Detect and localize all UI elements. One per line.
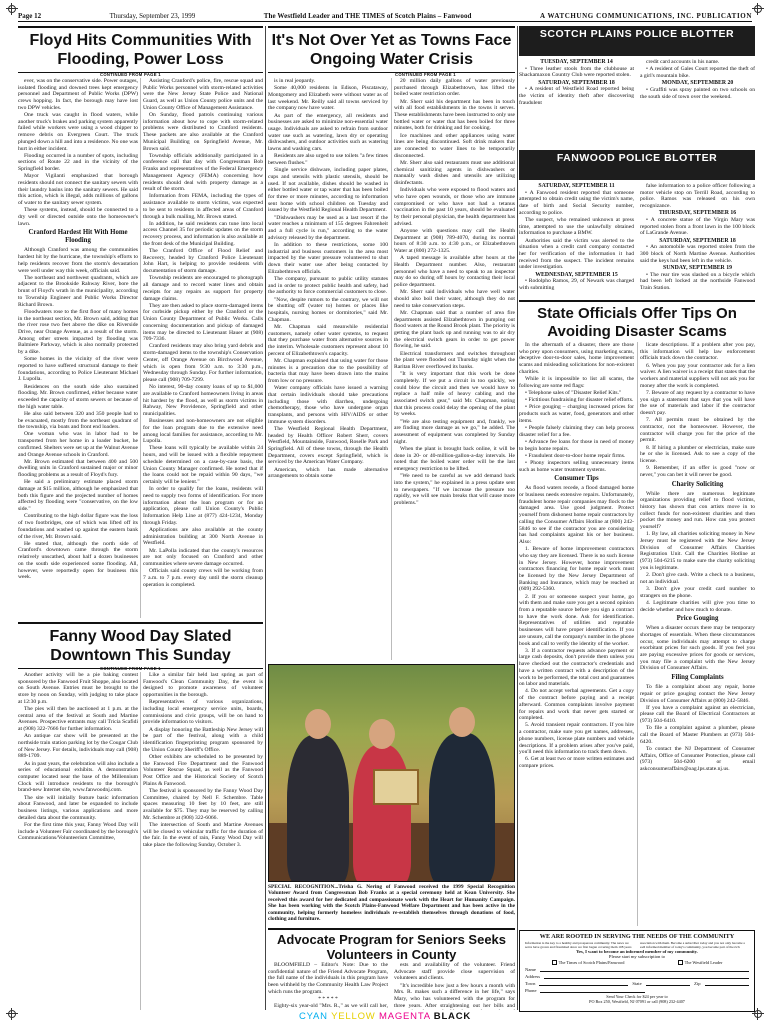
- paragraph: If you have a complaint against an electrician, please call the Board of Electrical Contractors at (973) 504-6410.: [640, 704, 755, 725]
- paragraph: Mayor Vigilanti emphasized that borough residents should not connect the sanitary sewers with their laundry basins into the sanitary sewers. He said this action, which is illegal, adds millions of gallons of water to the sanitary sewer system.: [18, 173, 138, 207]
- column-rule: [517, 26, 518, 1010]
- paragraph: To file a complaint against a plumber, please call the Board of Master Plumbers at (973) 504-6420.: [640, 725, 755, 745]
- paragraph: 6. When you pay your contractor ask for a lien waiver. A lien waiver is a receipt that states that the workers and material suppliers will not ask you for money after the work is completed.: [640, 362, 755, 389]
- blotter-entry: • A Fanwood resident reported that someone attempted to obtain credit using the victim's name, date of birth and Social Security number, according to police.: [519, 189, 634, 216]
- paragraph: "We are also testing equipment and, frankly, we are finding more damage as we go," he added. The assessment of equipment was completed by Sunday night.: [394, 418, 515, 445]
- checkbox-icon[interactable]: [678, 960, 683, 965]
- paragraph: He also said between 320 and 350 people had to be evacuated, mostly from the northeast quadrant of the township, via boats and front end loaders.: [18, 410, 138, 431]
- paragraph: Another activity will be a pie baking contest sponsored by the Fanwood Fruit Shoppe, also located on South Avenue. Entries must be brought to the store by noon on Sunday, with judging to take place at 12:30 p.m.: [18, 672, 138, 705]
- water-headline: It's Not Over Yet as Towns Face Ongoing Water Crisis: [268, 26, 515, 73]
- paragraph: Some homes in the vicinity of the river were reported to have suffered structural damage to their foundations, according to Police Lieutenant Michael J. Lupolla.: [18, 356, 138, 383]
- paragraph: No interest, 90-day county loans of up to $1,000 are available to Cranford homeowners living in areas hit hardest by the flood, as well as storm victims in Rahway, New Providence, Springfield and other municipalities.: [143, 384, 263, 417]
- paragraph: • Phony inspectors selling unnecessary items such as home water treatment systems.: [519, 459, 634, 473]
- paragraph: American, which has made alternative arrangements to obtain some: [268, 466, 388, 480]
- paragraph: 8. If hiring a plumber or electrician, make sure he or she is licensed. Ask to see a copy of the license.: [640, 444, 755, 464]
- scams-column-1: [519, 342, 634, 926]
- coupon-body: [525, 941, 749, 949]
- blotter-entry: • The rear tire was slashed on a bicycle which had been left locked at the northside Fanwood Train Station.: [640, 271, 755, 292]
- paragraph: Mr. Brown estimated that between 400 and 500 dwelling units in Cranford sustained major or minor flooding problems as a result of Floyd's fury.: [18, 458, 138, 479]
- paragraph: • Price gouging – charging increased prices for products such as water, food, generators and other items.: [519, 404, 634, 424]
- publisher-line: A WATCHUNG COMMUNICATIONS, INC. PUBLICATION: [540, 12, 752, 20]
- paragraph: The Westfield Regional Health Department, headed by Health Officer Robert Sherr, covers Westfield, Mountainside, Fanwood, Roselle Park and Springfield. All of these towns, through the Health Department, covers except Springfield, which is serviced by the American Water Company.: [268, 425, 388, 466]
- blotter-entry: • An automobile was reported stolen from the 300 block of North Martine Avenue. Authorities said the keys had been left in the vehicle.: [640, 244, 755, 264]
- scotch-plains-blotter-col-1: [519, 59, 634, 145]
- floyd-col1-part-a: [18, 78, 138, 227]
- color-yellow: YELLOW: [331, 1011, 376, 1022]
- paragraph: 2. If you or someone suspect your home, go with them and make sure you get a second opinion from a reputable source before you sign a contract to have the work done. Ask for identification. Representatives of utilities and reputable businesses will have proper identification. If you are unsure, call the company's number in the phone book and call to verify the identity of the worker.: [519, 593, 634, 647]
- paragraph: 1. By law, all charities soliciting money in New Jersey must be registered with the New Jersey Division of Consumer Affairs Charities Registration Unit. Call the Charities Hotline at (973) 504-6215 to make sure the charity soliciting you is legitimate.: [640, 531, 755, 571]
- paragraph: In addition to these restrictions, some 100 industrial and business customers in the area most impacted by the water pressure volunteered to shut down their water use after being contacted by Elizabethtown officials.: [268, 241, 388, 275]
- paragraph: When the plant is brought back online, it will be done in 20- or 40-million-gallon-a-day intervals. He noted that the boiled water order will be the last emergency restriction to be lifted.: [394, 445, 515, 473]
- paragraph: Township officials additionally participated in a conference call that day with Congressman Bob Franks and representatives of the Federal Emergency Management Agency (FEMA) concerning how residents should deal with property damage as a result of the storm.: [143, 152, 263, 193]
- coupon-cta: Yes, I want to become an informed member of my community.: [576, 949, 698, 954]
- blotter-date: MONDAY, SEPTEMBER 20: [661, 80, 734, 87]
- paragraph: is in real jeopardy.: [274, 78, 316, 84]
- scotch-plains-blotter-banner: [519, 26, 755, 56]
- paragraph: These loans will typically be available within 24 hours, and will be issued with a flexible repayment schedule determined on a case-by-case basis, the Union County Manager confirmed. He noted that if the loans could not be repaid within 90 days, "we certainly will be lenient.": [143, 445, 263, 485]
- floyd-column-2: [143, 78, 263, 618]
- paragraph: 7. Beware of any request by a contractor to have you sign a statement that says that you will have the use of materials and labor if the contractor doesn't pay.: [640, 389, 755, 417]
- paragraph: 6. Get at least two or more written estimates and compare prices.: [519, 756, 634, 770]
- paragraph: • Fictitious fundraising for disaster relief efforts.: [525, 397, 634, 404]
- paragraph: In addition, he said residents can tune into local access Channel 35 for periodic updates on the storm recovery process, and information is also available at the front desk of the Municipal Building.: [143, 220, 263, 247]
- blotter-entry: • Three leather stools from the clubhouse at Shackamaxon Country Club were reported stolen.: [519, 65, 634, 79]
- paragraph: Water company officials have issued a warning that certain individuals should take precautions including those with diarrhea, undergoing chemotherapy, those who have undergone organ transplants, and persons with HIV/AIDS or other immune system disorders.: [268, 385, 388, 425]
- paragraph: The intersection of South and Martine Avenues will be closed to vehicular traffic for the duration of the fair. In the event of rain, Fanny Wood Day will take place the following Sunday, October 3.: [143, 821, 263, 849]
- coupon-body-left: Information is the key to a healthy and prosperous community. The news we serve have grown and flourished since we first began covering them 108 years: [525, 941, 632, 949]
- color-magenta: MAGENTA: [378, 1011, 431, 1022]
- paragraph: Single service dishware, including paper plates, cups and utensils with plastic utensils, should be used. If not available, dishes should be washed in either bottled water or tap water that has been boiled for three or more minutes, according to information sent home with school children on Tuesday and issued by the Westfield Regional Health Department.: [268, 167, 388, 214]
- paragraph: Eighty-six year-old "Mrs. R.," as we will call her,: [274, 1003, 388, 1010]
- scotch-plains-blotter-col-2: [640, 59, 755, 145]
- paragraph: "It's incredible how just a few hours a month with Mrs. R. makes such a difference in her life," says Mary, who has volunteered with the program for three years. After straightening out her bills and: [394, 982, 515, 1009]
- scams-column-2: [640, 342, 755, 926]
- fanwood-day-column-2: [143, 672, 263, 1010]
- blotter-entry: false information to a police officer following a motor vehicle stop on Terrill Road, according to police. Ramos was released on his own recognizance.: [640, 183, 755, 210]
- scams-subhead-price-gouging: Price Gouging: [676, 615, 719, 623]
- name-field[interactable]: [540, 968, 749, 972]
- paragraph: Information from FEMA, including the types of assistance available to storm victims, was expected to be sent to residents in affected areas of Cranford through a bulk mailing, Mr. Brown stated.: [143, 193, 263, 220]
- paragraph: As flood waters recede, a flood damaged home or business needs extensive repairs. Unfortunately, fraudulent home repair companies may flock to the damaged area. Use good judgment. Protect yourself from dishonest home repair contractors by calling the Consumer Affairs Hotline at (800) 242-5846 to see if the contractor you are considering has had complaints against his or her business. Also:: [519, 485, 634, 545]
- paragraph: Officials said county crews will be working from 7 a.m. to 7 p.m. every day until the storm cleanup operation is completed.: [143, 568, 263, 588]
- blotter-entry: • A concrete statue of the Virgin Mary was reported stolen from a front lawn in the 100 block of LaGrande Avenue.: [640, 217, 755, 237]
- floyd-col1-part-b: [18, 247, 138, 580]
- blotter-entry: credit card accounts in his name.: [646, 59, 720, 65]
- paragraph: Mr. Chapman explained that using water for those minutes is a precaution due to the possibility of bacteria that may have been drawn into the mains from low or no pressure.: [268, 357, 388, 384]
- column-rule: [140, 672, 141, 1010]
- paragraph: • People falsely claiming they can help process disaster relief for a fee.: [519, 424, 634, 438]
- paragraph: Individuals who were exposed to flood waters and who have open wounds, or those who are immune compromised or who have not had a tetanus vaccination in the past 10 years, should be evaluated by their personal physician, the health department has advised.: [394, 187, 515, 227]
- paragraph: Representatives of various organizations, including local emergency service units, boards, commissions and civic groups, will be on hand to provide information to visitors.: [143, 699, 263, 726]
- phone-label: Phone: [525, 988, 537, 993]
- paragraph: 3. Don't give your credit card number to strangers on the phone.: [640, 585, 755, 599]
- paragraph: "It is very important that this work be done completely. If we put a circuit in too quickly, we could blow the circuit and then we would have to replace a half mile of heavy cabling and the associated switch gear," said Mr. Chapman, noting that this process could delay the opening of the plant by weeks.: [394, 371, 515, 418]
- paragraph: The festival is sponsored by the Fanny Wood Day Committee, chaired by Nell F. Schembre. Table spaces measuring 10 feet by 10 feet, are still available for $75. They may be reserved by calling Mr. Schembre at (908) 322-6066.: [143, 787, 263, 821]
- recognition-photo: [268, 664, 515, 882]
- paragraph: Mr. Sherr said his department has been in touch with all food establishments in the towns it serves. These establishments have been instructed to only use bottled water or water that has been boiled for three minutes, both for drinking and for cooking.: [394, 98, 515, 132]
- paragraph: They are then asked to place storm-damaged items for curbside pickup either by the Cranford or the Union County Department of Public Works. Calls concerning documentation and pickup of damaged items may be directed to Lieutenant Hauer at (908) 709-7336.: [143, 302, 263, 343]
- paragraph: Mr. Sherr also said restaurants must use additional chemical sanitizing agents in dishwashers or manually wash dishes and utensils are utilizing disinfectants.: [394, 159, 515, 187]
- paragraph: Mr. LaPolla indicated that the county's resources are not only focused on Cranford and other communities where severe damage occurred.: [143, 547, 263, 567]
- paragraph: Other exhibits are scheduled to be presented by the Fanwood Fire Department and the Fanwood Volunteer Rescue Squad, as well as the Fanwood Post Office and the Historical Society of Scotch Plains & Fanwood.: [143, 753, 263, 787]
- paragraph: The site will initially feature basic information about Fanwood, and later be expanded to include business listings, various applications and more detailed data about the community.: [18, 794, 138, 821]
- paragraph: In order to qualify for the loans, residents will need to supply two forms of identification. For more information about the loan program or for an application, please call Union County's Public Information Help Line at (877) 424-1234, Monday through Friday.: [143, 486, 263, 526]
- blotter-date: TUESDAY, SEPTEMBER 14: [540, 59, 613, 65]
- color-cyan: CYAN: [298, 1011, 328, 1022]
- paragraph: 9. Remember, if an offer is good "now or never," you can bet it will never be good.: [640, 465, 755, 478]
- paragraph: Contributing to the high dollar figure was the loss of two footbridges, one of which was lifted off its foundations and washed up against the eastern bank of the river, Mr. Brown said.: [18, 513, 138, 540]
- color-black: BLACK: [433, 1011, 472, 1022]
- zip-label: Zip: [694, 981, 701, 986]
- scams-subhead-consumer-tips: Consumer Tips: [554, 475, 599, 483]
- floyd-subhead: Cranford Hardest Hit With Home Flooding: [28, 229, 128, 245]
- name-label: Name: [525, 967, 536, 972]
- paragraph: On Sunday, flood patrols continuing various information about how to cope with storm-related problems were distributed to Cranford residents. These packets are also available at the Cranford Municipal Building on Springfield Avenue, Mr. Brown said.: [143, 112, 263, 152]
- state-field[interactable]: [646, 982, 691, 986]
- scams-subhead-charity: Charity Soliciting: [671, 480, 724, 488]
- scams-headline: State Officials Offer Tips On Avoiding Disaster Scams: [519, 300, 755, 341]
- photo-caption: SPECIAL RECOGNITION...Trisha G. Nering of Fanwood received the 1999 Special Recognition Volunteer Award from Congressman Bob Franks at a special ceremony held at Kean University. She received this award for her dedicated and compassionate work with the Heart for Humanity Campaign. She has been working with the Scotch Plains-Fanwood Welfare Department and has been active in the community, helping formerly homeless individuals re-establish themselves through donations of food, clothing and furniture.: [268, 884, 515, 923]
- photo-person-center: [353, 745, 411, 882]
- column-rule: [265, 26, 266, 1010]
- blotter-date: SATURDAY, SEPTEMBER 18: [659, 237, 736, 244]
- paragraph: As part of the emergency, all residents and businesses are asked to minimize non-essential water usage. Individuals are asked to refrain from outdoor water use such as watering, lawn dry or operating dishwashers, and outdoor activities such as watering lawns and washing cars.: [268, 112, 388, 153]
- blotter-date: WEDNESDAY, SEPTEMBER 15: [535, 271, 618, 278]
- paragraph: "Dishwashers may be used as a last resort if the water reaches a minimum of 155 degrees Fahrenheit and a full cycle is run," according to the water advisory released by the department.: [268, 214, 388, 241]
- zip-field[interactable]: [705, 982, 750, 986]
- paragraph: Residents are also urged to use toilets "a few times between flushes.": [268, 153, 388, 166]
- blotter-date: SATURDAY, SEPTEMBER 11: [538, 183, 615, 189]
- paragraph: 2. Don't give cash. Write a check to a business, not an individual.: [640, 572, 755, 585]
- paragraph: When a disaster occurs there may be temporary shortages of essentials. When these circumstances occur, some individuals may attempt to charge exorbitant prices for such goods. If you feel you are paying excessive prices for goods or services, you may file a complaint with the New Jersey Division of Consumer Affairs.: [640, 625, 755, 672]
- paragraph: To file a complaint about any repair, home repair or price gouging contact the New Jersey Division of Consumer Affairs at (800) 242-5846.: [640, 684, 755, 704]
- paragraph: 20 million daily gallons of water previously purchased through Elizabethtown, has lifted the boiled water restriction order.: [394, 78, 515, 98]
- paragraph: One woman who was in labor had to be transported from her home in a loader bucket, he confirmed. Shelters were set up at the Walnut Avenue and Orange Avenue schools in Cranford.: [18, 431, 138, 458]
- paragraph: ever, was on the conservative side. Power outages, isolated flooding and downed trees kept emergency personnel and Department of Public Works (DPW) crews hopping. In fact, the borough may have lost two DPW vehicles.: [18, 78, 138, 111]
- coupon-town-row: [525, 981, 749, 987]
- option-times-label: The Times of Scotch Plains/Fanwood: [558, 960, 625, 965]
- paragraph: 4. Do not accept verbal agreements. Get a copy of the contract before paying and a receipt afterward. Common complaints involve payment for repairs and work that never gets started or completed.: [519, 688, 634, 722]
- option-leader-label: The Westfield Leader: [684, 960, 723, 965]
- fanwood-day-column-1: [18, 672, 138, 1010]
- floyd-column-1: [18, 78, 138, 618]
- column-rule: [140, 78, 141, 618]
- address-field[interactable]: [544, 975, 749, 979]
- paragraph: Flooding occurred in a number of spots, including sections of Route 22 and in the vicinity of the Springfield border.: [18, 152, 138, 173]
- town-field[interactable]: [539, 982, 628, 986]
- coupon-address-row: [525, 974, 749, 980]
- blotter-entry: • Graffiti was spray painted on two schools on the south side of town over the weekend.: [640, 86, 755, 100]
- coupon-name-row: [525, 967, 749, 973]
- column-rule: [391, 78, 392, 660]
- paragraph: Anyone with questions may call the Health Department at (908) 789-4070, during its normal hours of 8:30 a.m. to 4:30 p.m., or Elizabethtown Water at (800) 272-1325.: [394, 227, 515, 255]
- paragraph: ests and availability of the volunteer. Friend Advocate staff provide close supervision of volunteers and clients.: [394, 962, 515, 982]
- award-plaque: [373, 769, 419, 805]
- paragraph: One truck was caught in flood waters, while another truck's brakes and parking system apparently failed while workers were using a wood chipper to remove debris on Evergreen Court. The truck plunged down a hill and into a residence. No one was hurt in either incident.: [18, 112, 138, 152]
- masthead-rule: [18, 21, 752, 22]
- paragraph: "We need to be careful as we add demand back into the system," he explained in a press update sent to newspapers. "If we increase the pressure too rapidly, we will see main breaks that will cause more problems.": [394, 473, 515, 507]
- paragraph: He stated that, although the north side of Cranford's downtown came through the storm relatively unscathed, about half a dozen businesses on the south side experienced some flooding. All, however, were reportedly open for business this week.: [18, 540, 138, 581]
- coupon-options: [525, 960, 749, 966]
- paragraph: 5. Avoid transient repair contractors. If you hire a contractor, make sure you get names, addresses, phone numbers, license plate numbers and vehicle descriptions. If a problem arises after you've paid, you'll need this information to track them down.: [519, 722, 634, 756]
- address-label: Address: [525, 974, 541, 979]
- water-column-2: [394, 78, 515, 660]
- blotter-entry: • A resident of Westfield Road reported being the victim of identity theft after discovering fraudulent: [519, 86, 634, 106]
- paragraph: To contact the NJ Department of Consumer Affairs, Office of Consumer Protection, please call (973) 504-6200 or email askconsumeraffairs@oag.lps.state.nj.us.: [640, 745, 755, 773]
- paragraph: Electrical transformers and switches throughout the plant were flooded out Thursday night when the Raritan River overflowed its banks.: [394, 350, 515, 371]
- paragraph: 1. Beware of home improvement contractors who say they are licensed. There is no such license in New Jersey. However, home improvement contractors financing for home repair work must be licensed by the New Jersey Department of Banking and Insurance, which may be reached at (609) 292-5360.: [519, 546, 634, 593]
- paragraph: Mr. Chapman said that a number of area fire departments assisted Elizabethtown in pumping out flood waters at the Round Brook plant. The priority is getting the plant back up and running was to air dry the electrical switch gears in order to get power flowing, he said.: [394, 309, 515, 350]
- paragraph: Some 40,000 residents in Edison, Piscataway, Montgomery and Elizabeth were without water as of last weekend. Mr. Reilly said all towns serviced by the company now have water.: [268, 85, 388, 112]
- paragraph: • Fraudulent door-to-door home repair firms.: [525, 452, 626, 459]
- floyd-continued-label: CONTINUED FROM PAGE 1: [100, 72, 161, 77]
- photo-person-left: [287, 735, 349, 882]
- paragraph: • Telephone sales of "Disaster Relief Kits.": [525, 389, 622, 396]
- paragraph: 7. All permits must be obtained by the contractor, not the homeowner. However, the contractor will charge you for the price of the permit.: [640, 417, 755, 444]
- blotter-entry: • Rodolpho Ramos, 29, of Newark was charged with submitting: [519, 278, 634, 292]
- blotter-date: SUNDAY, SEPTEMBER 19: [663, 264, 732, 271]
- paragraph: The Cranford Office of Flood Relief and Recovery, headed by Cranford Police Lieutenant John Hart, is helping to provide residents with documentation of storm damage.: [143, 248, 263, 275]
- paragraph: Floodwaters rose to the first floor of many homes in the northeast section, Mr. Brown said, adding that the river rose two feet above the dike on Riverside Drive, near Orange Avenue, as a result of the storm. Among other streets impacted by flooding was Balmiere Parkway, which is also normally protected by a dike.: [18, 308, 138, 356]
- coupon-title: WE ARE ROOTED IN SERVING THE NEEDS OF THE COMMUNITY: [539, 933, 735, 940]
- fanwood-day-headline: Fanny Wood Day Slated Downtown This Sunday: [18, 622, 263, 669]
- scams-subhead-filing-complaints: Filing Complaints: [671, 674, 724, 682]
- fanwood-blotter-title: FANWOOD POLICE BLOTTER: [556, 152, 718, 164]
- paragraph: • Advance fee loans for those in need of money to begin home repairs.: [519, 438, 634, 452]
- paragraph: As in past years, the celebration will also include a series of educational exhibits. A demonstration computer located near the base of the Millennium Clock will introduce residents to the borough's brand-new Internet site, www.fanwoodnj.com.: [18, 760, 138, 794]
- option-times[interactable]: [552, 960, 625, 966]
- paragraph: Businesses and non-homeowners are not eligible for the loan program due to the extensive need among local families for assistance, according to Mr. Lupolla.: [143, 418, 263, 445]
- newspaper-names: The Westfield Leader and THE TIMES of Scotch Plains – Fanwood: [263, 12, 472, 20]
- column-rule: [637, 342, 638, 926]
- paragraph: Cranford residents may also bring yard debris and storm-damaged items to the township's Conservation Center, off Orange Avenue on Birchwood Avenue, which is open from 9:30 a.m. to 3:30 p.m., Wednesday through Sunday. For further information, please call (908) 709-7299.: [143, 343, 263, 383]
- fanwood-day-continued-label: CONTINUED FROM PAGE 1: [100, 666, 161, 671]
- advocate-column-2: [394, 962, 515, 1010]
- advocate-column-1: [268, 962, 388, 1010]
- paragraph: While there are numerous legitimate organizations providing relief to flood victims, history has shown that con artists move in to collect funds for non-existent charities and then pocket the money and run. How can you protect yourself?: [640, 490, 755, 531]
- paragraph: An antique car show will be presented at the northside train station parking lot by the Cougar Club of New Jersey. For details, individuals may call (908) 889-1709.: [18, 733, 138, 760]
- paragraph: * * * * *: [318, 996, 338, 1003]
- paragraph: Township residents are encouraged to photograph all damage and to record water lines and obtain receipts for any repairs as support for property damage claims.: [143, 275, 263, 302]
- paragraph: BLOOMFIELD – Editor's Note: Due to the confidential nature of the Friend Advocate Program, the full name of the individuals in this program have been withheld by the Community Health Law Project which runs the program.: [268, 962, 388, 995]
- coupon-body-right: association with them. Become a subscriber today and you not only become a well informed member of today's community, you become part of the rich: [639, 941, 745, 949]
- process-color-bar: [0, 1011, 770, 1022]
- water-continued-label: CONTINUED FROM PAGE 1: [395, 72, 456, 77]
- paragraph: For the first time this year, Fanny Wood Day will include a Volunteer Fair coordinated by the borough's Communications/Volunteerism Committee,: [18, 821, 138, 842]
- option-leader[interactable]: [678, 960, 723, 966]
- masthead: [18, 8, 752, 20]
- water-column-1: [268, 78, 388, 660]
- page-number: Page 12: [18, 12, 42, 20]
- blotter-entry: • A resident of Gales Court reported the theft of a girl's mountain bike.: [640, 66, 755, 79]
- paragraph: While it is impossible to list all scams, the following are some red flags:: [519, 376, 634, 389]
- subscription-coupon: [519, 930, 755, 1012]
- checkbox-icon[interactable]: [552, 960, 557, 965]
- blotter-date: SATURDAY, SEPTEMBER 18: [538, 79, 615, 86]
- registration-mark-top-right: [752, 3, 764, 15]
- coupon-send-instructions: [525, 995, 749, 1005]
- paragraph: 3. If a contractor requests advance payment or large cash deposits, don't provide them unless you have checked out the contractor's credentials and have a written contract with a description of the work to be performed, the total cost and guarantees on labor and materials.: [519, 647, 634, 688]
- blotter-entry: The suspect, who remained unknown at press time, attempted to use the unlawfully obtained information to purchase a BMW.: [519, 217, 634, 237]
- paragraph: Applications are also available at the county administration building at 300 North Avenue in Westfield.: [143, 526, 263, 547]
- paragraph: Residences on the south side also sustained flooding. Mr. Brown confirmed, either because water exceeded the capacity of storm sewers or because of the high water table.: [18, 383, 138, 410]
- fanwood-blotter-col-1: [519, 183, 634, 295]
- blotter-date: THURSDAY, SEPTEMBER 16: [658, 210, 737, 217]
- coupon-send-line: Send Your Check for $24 per year to: [606, 994, 668, 999]
- fanwood-blotter-banner: [519, 150, 755, 180]
- town-label: Town: [525, 981, 536, 986]
- issue-date: Thursday, September 23, 1999: [109, 12, 196, 20]
- paragraph: Like a similar fair held last spring as part of Fanwood's Clean Community Day, the event is designed to promote awareness of volunteer opportunities in the borough.: [143, 672, 263, 699]
- paragraph: A taped message is available after hours at the Health Department number. Also, restaurant personnel who have a need to speak to an inspector may do so during off hours by contacting their local police department.: [394, 255, 515, 289]
- phone-field[interactable]: [540, 989, 644, 993]
- paragraph: Assisting Cranford's police, fire, rescue squad and Public Works personnel with storm-related activities were the New Jersey State Police and National Guard, as well as Union County police units and the Union County Office of Management Assistance.: [143, 78, 263, 111]
- paragraph: Mr. Chapman said meanwhile residential customers, namely other water systems, to request that they purchase water from alternative sources in the interim. Wholesale customers represent about 10 percent of Elizabethtown's capacity.: [268, 323, 388, 357]
- paragraph: The pies will then be auctioned at 1 p.m. at the central area of the festival at South and Martine Avenues. Prospective entrants may call Tricia Scafidi at (908) 322-7666 for further information.: [18, 706, 138, 733]
- paragraph: licate descriptions. If a problem after you pay, this information will help law enforcement officials track down the contractor.: [640, 342, 755, 362]
- registration-mark-top-left: [6, 3, 18, 15]
- photo-person-right: [429, 733, 495, 882]
- paragraph: The northeast and northwest quadrants, which are adjacent to the Brookside Rahway River, bore the brunt of Floyd's wrath in the municipality, according to Township Engineer and Public Works Director Richard Brown.: [18, 274, 138, 308]
- paragraph: 4. Legitimate charities will give you time to decide whether and how much to donate.: [640, 599, 755, 613]
- advocate-headline: Advocate Program for Seniors Seeks Volunteers in County: [268, 928, 515, 962]
- scotch-plains-blotter-title: SCOTCH PLAINS POLICE BLOTTER: [539, 28, 735, 40]
- fanwood-blotter-col-2: [640, 183, 755, 295]
- paragraph: He said a preliminary estimate placed storm damage at $15 million, although he emphasized that both this figure and the projected number of homes affected by flooding were "conservative, on the low side.": [18, 479, 138, 513]
- paragraph: "Now, despite rumors to the contrary, we will not be shutting off (water to) homes or places like hospitals, nursing homes or dormitories," said Mr. Chapman.: [268, 296, 388, 323]
- coupon-cta-2: Please start my subscription to: [608, 954, 666, 959]
- coupon-mail-address: PO Box 250, Westfield, NJ 07091 or call (908) 232-4407: [589, 998, 685, 1004]
- paragraph: Although Cranford was among the communities hardest hit by the hurricane, the township's efforts to help residents recover from the storm's devastation were well under way this week, officials said.: [18, 247, 138, 274]
- paragraph: These systems, instead, should be connected to a dry well or directed outside onto the homeowner's lawn.: [18, 207, 138, 227]
- paragraph: The company, pursuant to public utility statutes and in order to protect public health and safety, had the authority to force commercial customers to close.: [268, 275, 388, 296]
- paragraph: Ice machines and other appliances using water lines are being discontinued. Soft drink makers that are connected to water lines to be temporarily disconnected.: [394, 132, 515, 159]
- paragraph: In the aftermath of a disaster, there are those who prey upon consumers, using marketing scams, deceptive door-to-door sales, home improvement scams and misleading solicitations for non-existent charities.: [519, 342, 634, 375]
- paragraph: A display honoring the Battleship New Jersey will be part of the festival, along with a child identification fingerprinting program sponsored by the Union County Sheriff's Office.: [143, 726, 263, 753]
- blotter-entry: Authorities said the victim was alerted to the situation when a credit card company contacted her for verification of the information it had received from the suspect. The incident remains under investigation.: [519, 237, 634, 271]
- state-label: State: [632, 981, 642, 986]
- floyd-headline: Floyd Hits Communities With Flooding, Power Loss: [18, 26, 263, 73]
- paragraph: Mr. Sherr said individuals who have well water should also boil their water, although they do not need to take conservation steps.: [394, 289, 515, 309]
